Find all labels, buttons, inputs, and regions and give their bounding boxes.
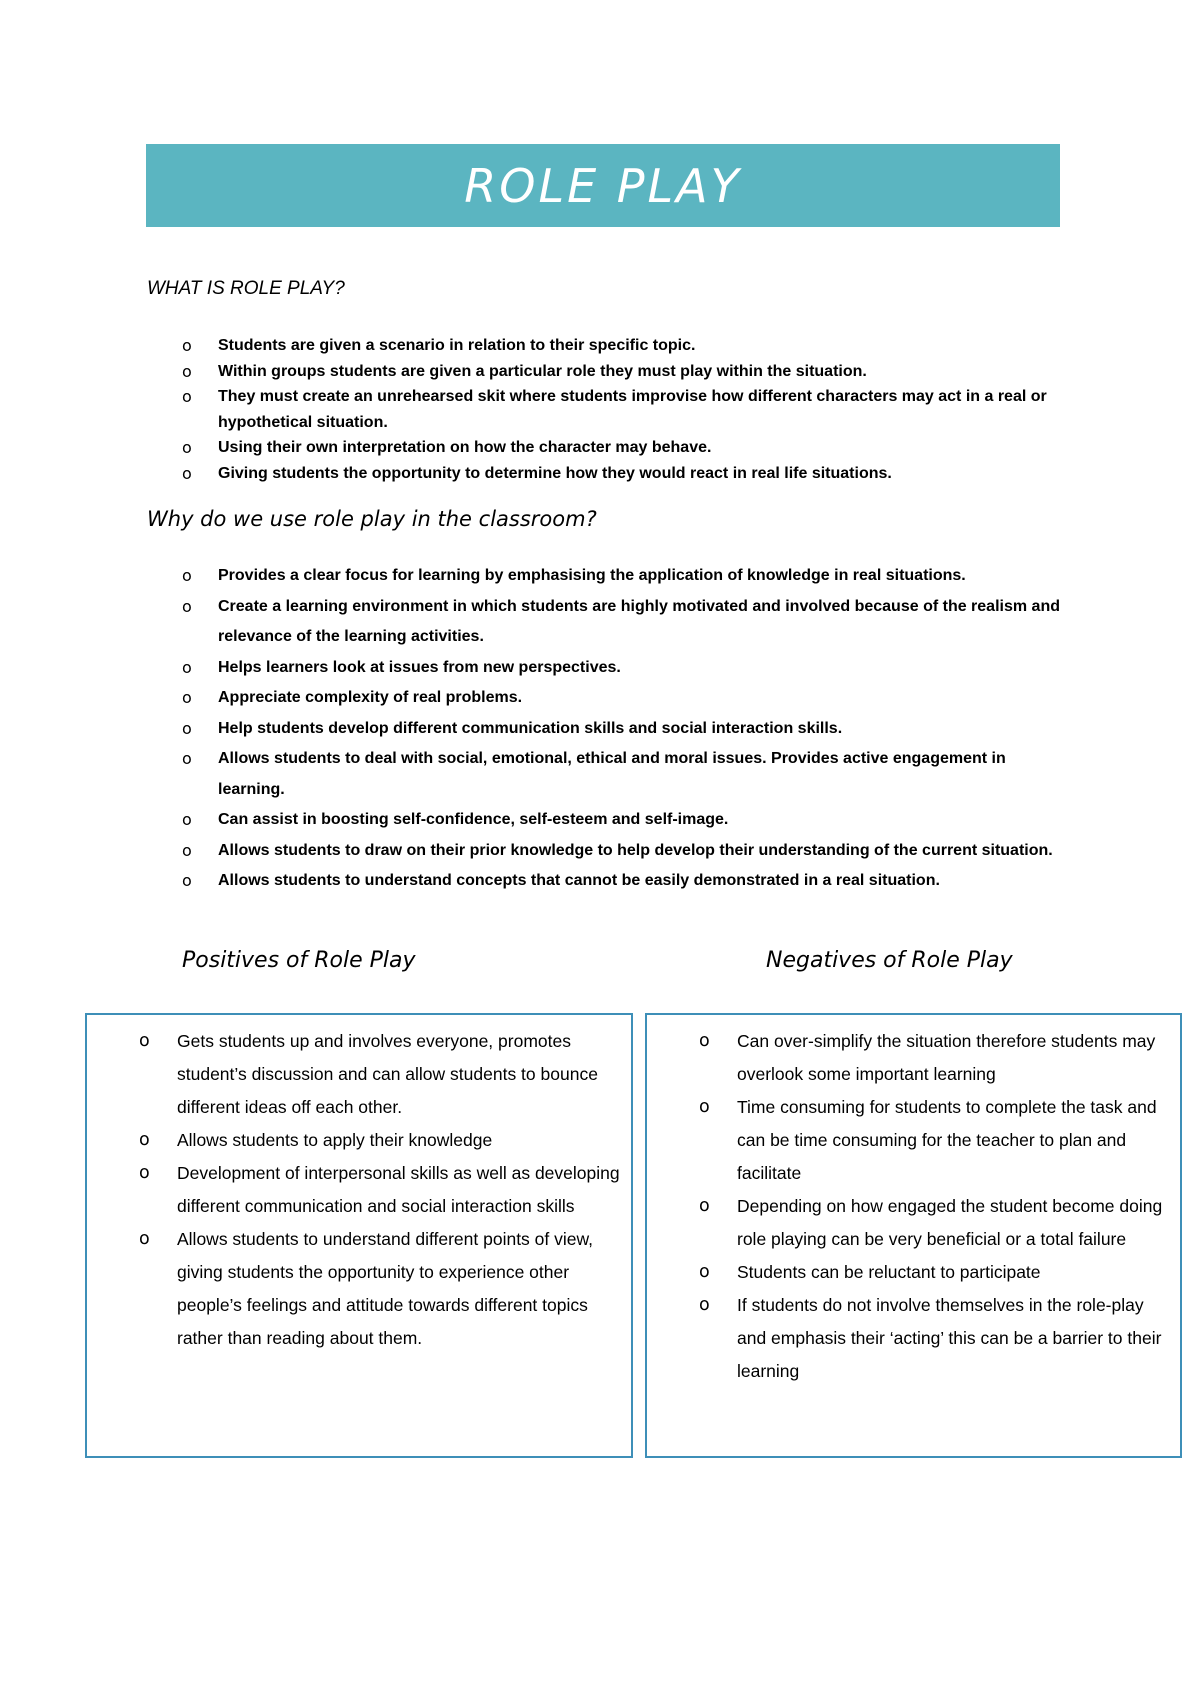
what-list bbox=[182, 333, 1062, 486]
list-item bbox=[182, 653, 1062, 684]
why-heading: Why do we use role play in the classroom? bbox=[147, 507, 597, 531]
list-item bbox=[182, 561, 1062, 592]
list-item-text: Within groups students are given a particular role they must play within the situation. bbox=[218, 362, 867, 380]
list-item bbox=[182, 333, 1062, 359]
list-item bbox=[139, 1025, 621, 1124]
bullet-circle-icon: o bbox=[182, 387, 192, 406]
list-item bbox=[182, 744, 1062, 805]
list-item-text: Provides a clear focus for learning by emphasising the application of knowledge in real situations. bbox=[218, 567, 966, 584]
list-item bbox=[139, 1223, 621, 1355]
list-item-text: Time consuming for students to complete the task and can be time consuming for the teacher to plan and facilitate bbox=[737, 1097, 1157, 1183]
list-item bbox=[182, 384, 1062, 435]
list-item bbox=[699, 1289, 1170, 1388]
bullet-circle-icon: o bbox=[182, 596, 192, 616]
list-item bbox=[182, 359, 1062, 385]
list-item-text: Allows students to draw on their prior knowledge to help develop their understanding of the current situation. bbox=[218, 841, 1053, 859]
list-item bbox=[182, 805, 1062, 836]
list-item bbox=[699, 1256, 1170, 1289]
list-item-text: They must create an unrehearsed skit where students improvise how different characters may act in a real or hypothetical situation. bbox=[218, 388, 1047, 431]
positives-list bbox=[139, 1025, 621, 1355]
list-item-text: Gets students up and involves everyone, promotes student’s discussion and can allow students to bounce different ideas off each other. bbox=[177, 1031, 598, 1117]
bullet-circle-icon: o bbox=[182, 688, 192, 707]
list-item-text: Helps learners look at issues from new perspectives. bbox=[218, 658, 621, 676]
bullet-circle-icon: o bbox=[139, 1031, 150, 1051]
bullet-circle-icon: o bbox=[182, 566, 192, 585]
list-item-text: Create a learning environment in which students are highly motivated and involved because of the realism and relevance of the learning activities. bbox=[218, 597, 1060, 645]
list-item bbox=[139, 1124, 621, 1157]
list-item bbox=[182, 461, 1062, 487]
page-title: ROLE PLAY bbox=[464, 158, 742, 213]
list-item-text: Can assist in boosting self-confidence, self-esteem and self-image. bbox=[218, 811, 729, 828]
bullet-circle-icon: o bbox=[182, 840, 192, 860]
bullet-circle-icon: o bbox=[139, 1163, 150, 1183]
list-item bbox=[182, 714, 1062, 745]
list-item-text: Depending on how engaged the student become doing role playing can be very beneficial or a total failure bbox=[737, 1196, 1163, 1249]
bullet-circle-icon: o bbox=[139, 1130, 150, 1150]
positives-heading: Positives of Role Play bbox=[182, 948, 416, 973]
bullet-circle-icon: o bbox=[699, 1097, 710, 1117]
list-item bbox=[699, 1025, 1170, 1091]
list-item-text: Appreciate complexity of real problems. bbox=[218, 689, 523, 706]
bullet-circle-icon: o bbox=[699, 1196, 710, 1216]
list-item-text: If students do not involve themselves in the role-play and emphasis their ‘acting’ this can be a barrier to their learning bbox=[737, 1295, 1162, 1381]
negatives-box bbox=[645, 1013, 1182, 1458]
bullet-circle-icon: o bbox=[699, 1031, 710, 1051]
what-heading: WHAT IS ROLE PLAY? bbox=[147, 278, 345, 299]
list-item bbox=[699, 1190, 1170, 1256]
negatives-list bbox=[699, 1025, 1170, 1388]
list-item bbox=[182, 683, 1062, 714]
bullet-circle-icon: o bbox=[182, 749, 192, 768]
list-item-text: Using their own interpretation on how the character may behave. bbox=[218, 439, 712, 456]
list-item bbox=[699, 1091, 1170, 1190]
bullet-circle-icon: o bbox=[182, 810, 192, 829]
list-item-text: Allows students to apply their knowledge bbox=[177, 1130, 493, 1150]
bullet-circle-icon: o bbox=[182, 438, 192, 457]
bullet-circle-icon: o bbox=[139, 1229, 150, 1249]
bullet-circle-icon: o bbox=[182, 361, 192, 381]
list-item bbox=[182, 866, 1062, 897]
list-item-text: Allows students to understand different points of view, giving students the opportunity to experience other people’s feelings and attitude towards different topics rather than reading about them. bbox=[177, 1229, 594, 1348]
list-item-text: Development of interpersonal skills as well as developing different communication and social interaction skills bbox=[177, 1163, 620, 1216]
list-item bbox=[182, 836, 1062, 867]
list-item-text: Can over-simplify the situation therefore students may overlook some important learning bbox=[737, 1031, 1156, 1084]
negatives-heading: Negatives of Role Play bbox=[766, 948, 1013, 973]
bullet-circle-icon: o bbox=[182, 871, 192, 890]
positives-box bbox=[85, 1013, 633, 1458]
bullet-circle-icon: o bbox=[699, 1262, 710, 1282]
title-banner bbox=[146, 144, 1060, 227]
list-item bbox=[139, 1157, 621, 1223]
list-item-text: Allows students to understand concepts that cannot be easily demonstrated in a real situation. bbox=[218, 872, 940, 889]
list-item-text: Students are given a scenario in relation to their specific topic. bbox=[218, 337, 696, 354]
bullet-circle-icon: o bbox=[182, 336, 192, 355]
list-item-text: Students can be reluctant to participate bbox=[737, 1262, 1041, 1282]
list-item bbox=[182, 435, 1062, 461]
list-item bbox=[182, 592, 1062, 653]
why-list bbox=[182, 561, 1062, 897]
list-item-text: Giving students the opportunity to determine how they would react in real life situations. bbox=[218, 464, 892, 482]
bullet-circle-icon: o bbox=[699, 1295, 710, 1315]
bullet-circle-icon: o bbox=[182, 718, 192, 738]
bullet-circle-icon: o bbox=[182, 657, 192, 677]
list-item-text: Allows students to deal with social, emotional, ethical and moral issues. Provides active engagement in learning. bbox=[218, 750, 1006, 798]
bullet-circle-icon: o bbox=[182, 463, 192, 483]
list-item-text: Help students develop different communication skills and social interaction skills. bbox=[218, 719, 843, 737]
